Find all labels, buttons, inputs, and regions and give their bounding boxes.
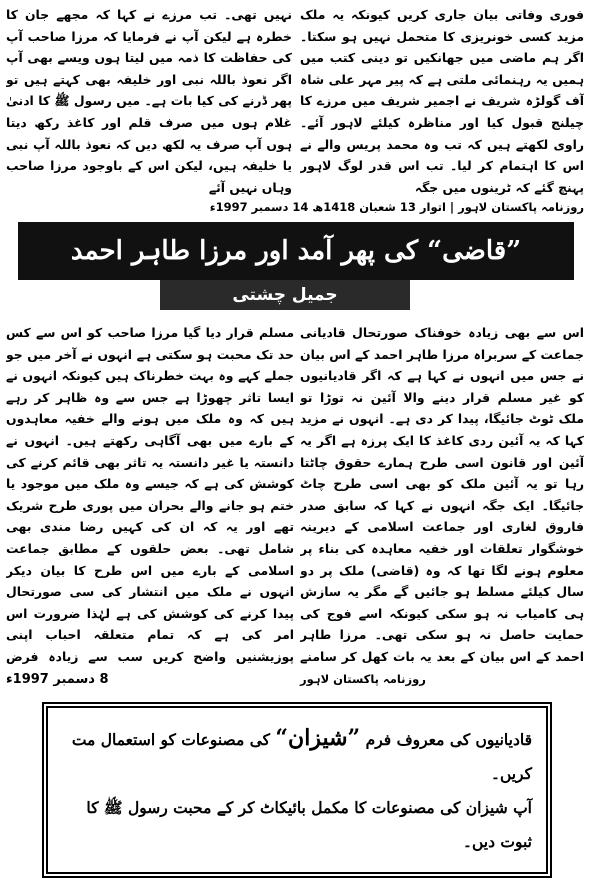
boycott-notice-box bbox=[42, 702, 552, 878]
notice-line-2: آپ شیزان کی مصنوعات کا مکمل بائیکاٹ کر کے محبت رسول ﷺ کا ثبوت دیں۔ bbox=[86, 798, 532, 851]
author-name: جمیل چشتی bbox=[232, 285, 338, 305]
author-byline bbox=[160, 280, 410, 310]
article-title-banner bbox=[18, 222, 574, 280]
article-dateline-source: روزنامہ پاکستان لاہور bbox=[300, 672, 426, 686]
top-left-column: نہیں تھی۔ تب مرزے نے کہا کہ مجھے جان کا خطرہ ہے لیکن آپ نے فرمایا کہ مرزا صاحب آپ کی حفاظت کا ذمہ میں لیتا ہوں ویسے بھی آپ اگر نعوذ باللہ نبی اور خلیفہ بھی کہتے ہیں تو پھر ڈرنے کی کیا بات ہے۔ میں رسول ﷺ کا ادنیٰ غلام ہوں میں صرف قلم اور کاغذ رکھ دیتا ہوں آپ صرف یہ لکھ دیں کہ نعوذ باللہ آپ نبی یا خلیفہ ہیں، لیکن اس کے باوجود مرزا صاحب وہاں نہیں آئے bbox=[6, 7, 292, 195]
article-right-column: اس سے بھی زیادہ خوفناک صورتحال قادیانی جماعت کے سربراہ مرزا طاہر احمد کے اس بیان نے جس میں انہوں نے کہا ہے کہ اگر قادیانیوں کو غیر مسلم قرار دینے والا آئین نہ توڑا تو ملک ٹوٹ جائیگا، پیدا کر دی ہے۔ انہوں نے مزید کہا کہ یہ آئین ردی کاغذ کا ایک پرزہ ہے اگر یہ آئین اور قانون اسی طرح ہمارے حقوق چاٹتا رہا تو یہ آئین ملک کو بھی اسی طرح چاٹ جائیگا۔ ایک جگہ انہوں نے کہا کہ سابق صدر فاروق لغاری اور جماعت اسلامی کے دیرینہ خوشگوار تعلقات اور خفیہ معاہدہ کی بناء پر معلوم ہونے لگا تھا کہ وہ (قاضی) ملک پر دو سال کیلئے مسلط ہو جائیں گے مگر یہ سازش ہی کامیاب نہ ہو سکی کیونکہ اسے فوج کی حمایت حاصل نہ ہو سکی تھی۔ مرزا طاہر احمد کے اس بیان کے بعد یہ بات کھل کر سامنے bbox=[300, 325, 584, 664]
notice-line-1-suffix: کی مصنوعات کو استعمال مت کریں۔ bbox=[71, 730, 532, 783]
article-left-column: مسلم قرار دیا گیا مرزا صاحب کو اس سے کس حد تک محبت ہو سکتی ہے انہوں نے آخر میں جو جملے کہے وہ بہت خطرناک ہیں کیونکہ انہوں نے ایسا تاثر چھوڑا ہے جس سے وہ ظاہر کر رہے ہیں کہ وہ ملک میں ہونے والے خفیہ معاہدوں کے بارے میں بھی آگاہی رکھتے ہیں۔ انہوں نے دانستہ یا غیر دانستہ یہ تاثر بھی قائم کرنے کی کوشش کی ہے کہ جیسے وہ ملک میں موجود یا ختم ہو جانے والے بحران میں پوری طرح شریک تھے اور یہ کہ ان کی کہیں رضا مندی بھی شامل تھی۔ بعض حلقوں کے مطابق جماعت اسلامی کے بارے میں اس طرح کا بیان دیکر انہوں نے ملک میں انتشار کی سی صورتحال پیدا کرنے کی کوشش کی ہے لہٰذا ضرورت اس امر کی ہے کہ تمام متعلقہ احباب اپنی پوزیشنیں واضح کریں سب سے زیادہ فرض bbox=[6, 325, 294, 664]
top-dateline: روزنامہ پاکستان لاہور | اتوار 13 شعبان 1418ھ 14 دسمبر 1997ء bbox=[209, 200, 584, 214]
top-right-column: فوری وفاتی بیان جاری کریں کیونکہ یہ ملک مزید کسی خونریزی کا متحمل نہیں ہو سکتا۔ اگر ہم ماضی میں جھانکیں تو دینی کتب میں ہمیں یہ رہنمائی ملتی ہے کہ پیر مہر علی شاہ آف گولڑہ شریف نے اجمیر شریف میں مرزے کا چیلنج قبول کیا اور مناظرہ کیلئے لاہور آئے۔ راوی لکھتے ہیں کہ تب وہ محمد پریس والے نے اس کا اہتمام کر لیا۔ تب اس قدر لوگ لاہور پہنچ گئے کہ ٹرینوں میں جگہ bbox=[300, 7, 584, 195]
notice-line-1 bbox=[62, 721, 532, 791]
notice-brand-name: ”شیزان“ bbox=[275, 725, 361, 751]
notice-line-1-prefix: قادیانیوں کی معروف فرم bbox=[365, 730, 532, 749]
article-title: ”قاضی“ کی پھر آمد اور مرزا طاہر احمد bbox=[70, 236, 522, 266]
article-dateline-date: 8 دسمبر 1997ء bbox=[6, 672, 109, 687]
